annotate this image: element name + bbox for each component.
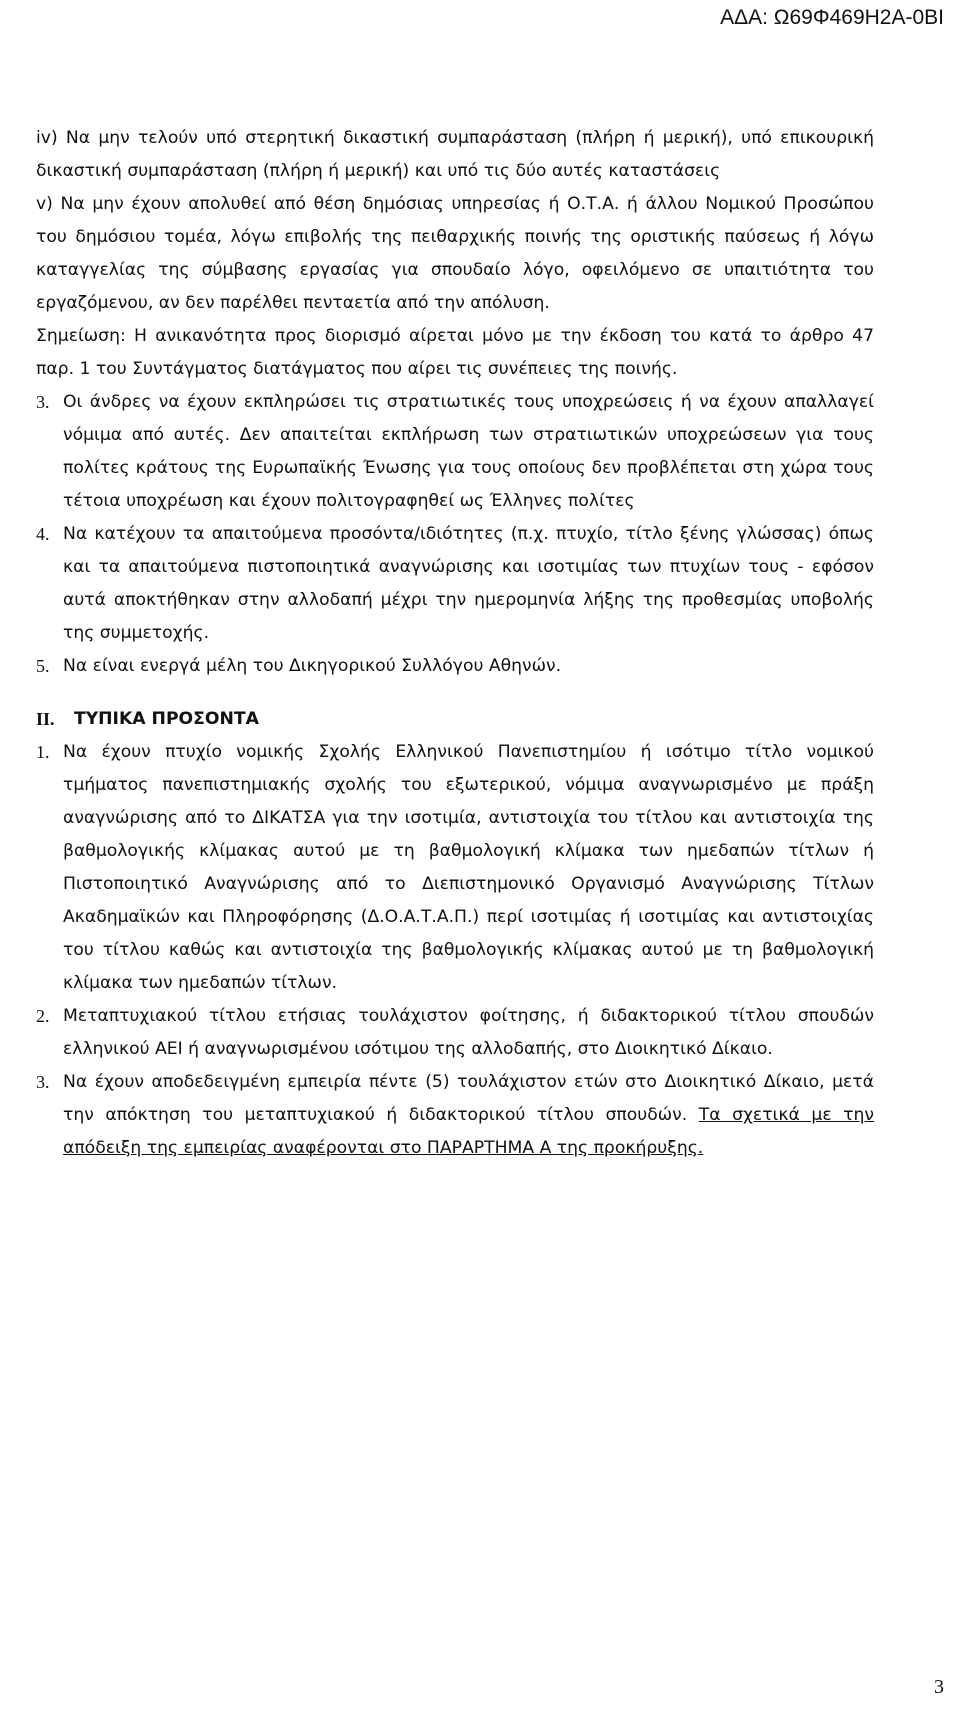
- item-text: Οι άνδρες να έχουν εκπληρώσει τις στρατιωτικές τους υποχρεώσεις ή να έχουν απαλλαγεί νόμιμα από αυτές. Δεν απαιτείται εκπλήρωση των στρατιωτικών υποχρεώσεων για τους πολίτες κράτους της Ευρωπαϊκής Ένωσης για τους οποίους δεν προβλέπεται στη χώρα τους τέτοια υποχρέωση και έχουν πολιτογραφηθεί ως Έλληνες πολίτες: [63, 392, 874, 511]
- item-number: 3.: [36, 1072, 50, 1092]
- paragraph-iv: iv) Να μην τελούν υπό στερητική δικαστική συμπαράσταση (πλήρη ή μερική), υπό επικουρική δικαστική συμπαράσταση (πλήρη ή μερική) και υπό τις δύο αυτές καταστάσεις: [36, 128, 874, 181]
- paragraph-v: v) Να μην έχουν απολυθεί από θέση δημόσιας υπηρεσίας ή Ο.Τ.Α. ή άλλου Νομικού Προσώπου του δημόσιου τομέα, λόγω επιβολής της πειθαρχικής ποινής της οριστικής παύσεως ή λόγω καταγγελίας της σύμβασης εργασίας για σπουδαίο λόγο, οφειλόμενο σε υπαιτιότητα του εργαζόμενου, αν δεν παρέλθει πενταετία από την απόλυση.: [36, 194, 874, 313]
- item-number: 5.: [36, 656, 50, 676]
- section-title: ΤΥΠΙΚΑ ΠΡΟΣΟΝΤΑ: [74, 709, 259, 729]
- item-text: Να είναι ενεργά μέλη του Δικηγορικού Συλλόγου Αθηνών.: [63, 656, 562, 676]
- item-text-main: Να έχουν αποδεδειγμένη εμπειρία πέντε (5) τουλάχιστον ετών στο Διοικητικό Δίκαιο, μετά την απόκτηση του μεταπτυχιακού ή διδακτορικού τίτλου σπουδών.: [63, 1072, 874, 1125]
- item-text: Να έχουν πτυχίο νομικής Σχολής Ελληνικού Πανεπιστημίου ή ισότιμο τίτλο νομικού τμήματος πανεπιστημιακής σχολής του εξωτερικού, νόμιμα αναγνωρισμένο με πράξη αναγνώρισης από το ΔΙΚΑΤΣΑ για την ισοτιμία, αντιστοιχία του τίτλου και αντιστοιχία της βαθμολογικής κλίμακας αυτού με τη βαθμολογική κλίμακα των ημεδαπών τίτλων ή Πιστοποιητικό Αναγνώρισης από το Διεπιστημονικό Οργανισμό Αναγνώρισης Τίτλων Ακαδημαϊκών και Πληροφόρησης (Δ.Ο.Α.Τ.Α.Π.) περί ισοτιμίας ή ισοτιμίας και αντιστοιχίας του τίτλου καθώς και αντιστοιχία της βαθμολογικής κλίμακας αυτού με τη βαθμολογική κλίμακα των ημεδαπών τίτλων.: [63, 742, 874, 993]
- list-item: [36, 1066, 874, 1165]
- item-text: Να κατέχουν τα απαιτούμενα προσόντα/ιδιότητες (π.χ. πτυχίο, τίτλο ξένης γλώσσας) όπως και τα απαιτούμενα πιστοποιητικά αναγνώρισης και ισοτιμίας των πτυχίων τους - εφόσον αυτά αποκτήθηκαν στην αλλοδαπή μέχρι την ημερομηνία λήξης της προθεσμίας υποβολής της συμμετοχής.: [63, 524, 874, 643]
- item-number: 3.: [36, 392, 50, 412]
- list-item: [36, 736, 874, 1000]
- item-number: 4.: [36, 524, 50, 544]
- item-text: Μεταπτυχιακού τίτλου ετήσιας τουλάχιστον φοίτησης, ή διδακτορικού τίτλου σπουδών ελληνικού ΑΕΙ ή αναγνωρισμένου ισότιμου της αλλοδαπής, στο Διοικητικό Δίκαιο.: [63, 1006, 874, 1059]
- list-item: [36, 386, 874, 518]
- item-text: [63, 1066, 874, 1165]
- section-heading: [36, 703, 874, 736]
- document-ada-code: ΑΔΑ: Ω69Φ469Η2Α-0ΒΙ: [720, 6, 944, 29]
- note-paragraph: Σημείωση: Η ανικανότητα προς διορισμό αίρεται μόνο με την έκδοση του κατά το άρθρο 47 παρ. 1 του Συντάγματος διατάγματος που αίρει τις συνέπειες της ποινής.: [36, 326, 874, 379]
- list-item: [36, 1000, 874, 1066]
- annex-reference: Τα σχετικά με την απόδειξη της εμπειρίας αναφέρονται στο ΠΑΡΑΡΤΗΜΑ Α της προκήρυξης.: [63, 1105, 874, 1158]
- item-number: 1.: [36, 742, 50, 762]
- document-body: [36, 122, 874, 1165]
- section-number: II.: [36, 709, 55, 729]
- page-number: 3: [934, 1676, 944, 1698]
- item-number: 2.: [36, 1006, 50, 1026]
- list-item: [36, 518, 874, 650]
- list-item: [36, 650, 874, 683]
